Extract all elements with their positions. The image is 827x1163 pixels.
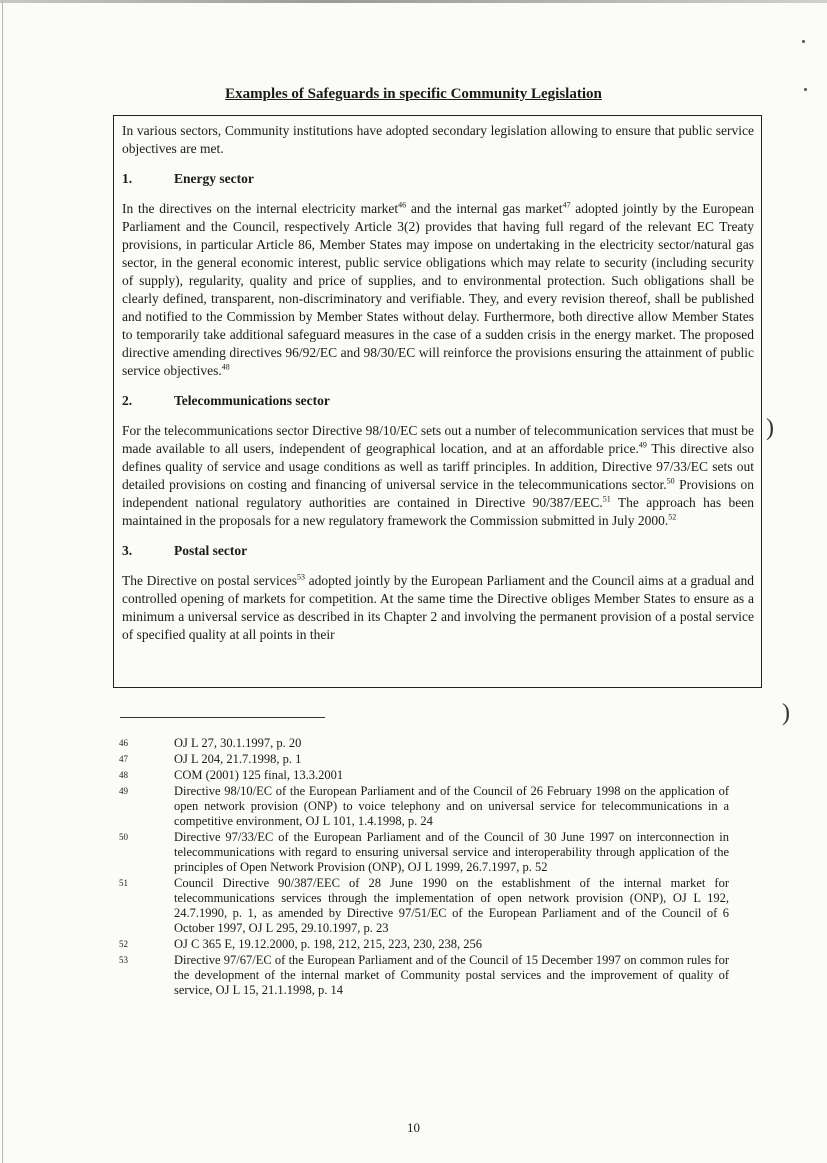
footnotes xyxy=(119,736,729,999)
footnote-ref[interactable]: 46 xyxy=(398,200,407,210)
footnote xyxy=(119,752,729,767)
footnote-ref[interactable]: 51 xyxy=(602,494,611,504)
footnote xyxy=(119,768,729,783)
section-number: 3. xyxy=(122,543,133,558)
footnote-number: 48 xyxy=(119,770,128,780)
footnote-number: 50 xyxy=(119,832,128,842)
scan-edge-top xyxy=(0,0,827,3)
scan-edge-left xyxy=(2,0,3,1163)
footnote-number: 46 xyxy=(119,738,128,748)
footnote xyxy=(119,830,729,875)
content-box xyxy=(113,115,762,688)
footnote-text: Directive 98/10/EC of the European Parliament and of the Council of 26 February 1998 on the application of open network provision (ONP) to voice telephony and on universal service for telecommunications in a competitive environment, OJ L 101, 1.4.1998, p. 24 xyxy=(174,784,729,828)
footnote-ref[interactable]: 52 xyxy=(668,512,677,522)
intro-paragraph: In various sectors, Community institutions have adopted secondary legislation allowing to ensure that public service objectives are met. xyxy=(122,123,754,156)
footnote xyxy=(119,937,729,952)
footnote-number: 49 xyxy=(119,786,128,796)
section-title: Telecommunications sector xyxy=(174,393,330,408)
footnote-text: OJ L 27, 30.1.1997, p. 20 xyxy=(174,736,302,750)
section-paragraph-postal: The Directive on postal services$^{53}$ adopted jointly by the European Parliament and the Council aims at a gradual and controlled opening of markets for competition. At the same time the Directive obliges Member States to ensure as a minimum a universal service as described in its Chapter 2 and involving the permanent provision of a postal service of specified quality at all points in their xyxy=(122,572,754,642)
section-paragraph-telecommunications: For the telecommunications sector Directive 98/10/EC sets out a number of telecommunication services that must be made available to all users, independent of geographical location, and at an affordable price.$^{49}$ This directive also defines quality of service and usage conditions as well as tariff principles. In addition, Directive 97/33/EC sets out detailed provisions on costing and financing of universal service in the telecommunications sector.$^{50}$ Provisions on independent national regulatory authorities are contained in Directive 90/387/EEC.$^{51}$ The approach has been maintained in the proposals for a new regulatory framework the Commission submitted in July 2000.52 xyxy=(122,423,755,528)
scan-speck xyxy=(802,40,805,43)
section-heading-telecommunications xyxy=(122,392,754,410)
section-paragraph-energy: In the directives on the internal electricity market$^{46}$ and the internal gas market$^{47}$ adopted jointly by the European Parliament and the Council, respectively Article 3(2) provides that having full regard of the relevant EC Treaty provisions, in particular Article 86, Member States may impose on undertaking in the electricity sector/natural gas sector, in the general economic interest, public service obligations which may relate to security (including security of supply), regularity, quality and price of supplies, and to environmental protection. Such obligations shall be clearly defined, transparent, non-discriminatory and verifiable. They, and every revision thereof, shall be published and notified to the Commission by Member States without delay. Furthermore, both directive allow Member States to temporarily take additional safeguard measures in the case of a sudden crisis in the energy market. The proposed directive amending directives 96/92/EC and 98/30/EC will reinforce the provisions ensuring the attainment of public service objectives.$^{48}$ xyxy=(122,200,755,378)
section-heading-energy xyxy=(122,170,754,188)
footnote xyxy=(119,736,729,751)
footnote-number: 47 xyxy=(119,754,128,764)
section-number: 1. xyxy=(122,171,133,186)
footnote-ref[interactable]: 49 xyxy=(638,440,647,450)
page-title: Examples of Safeguards in specific Community Legislation xyxy=(225,86,602,102)
footnote-number: 52 xyxy=(119,939,128,949)
footnote-number: 51 xyxy=(119,878,128,888)
section-heading-postal xyxy=(122,542,754,560)
footnote-ref[interactable]: 48 xyxy=(221,362,230,372)
margin-mark: ) xyxy=(782,700,790,726)
footnote-ref[interactable]: 50 xyxy=(666,476,675,486)
footnote-ref[interactable]: 47 xyxy=(562,200,571,210)
footnote-number: 53 xyxy=(119,955,128,965)
section-title: Energy sector xyxy=(174,171,254,186)
footnote-ref[interactable]: 53 xyxy=(296,572,305,582)
margin-mark: ) xyxy=(766,415,774,441)
footnote-text: Directive 97/67/EC of the European Parliament and of the Council of 15 December 1997 on common rules for the development of the internal market of Community postal services and the improvement of quality of service, OJ L 15, 21.1.1998, p. 14 xyxy=(174,953,729,997)
footnote-text: OJ L 204, 21.7.1998, p. 1 xyxy=(174,752,302,766)
footnote-text: OJ C 365 E, 19.12.2000, p. 198, 212, 215, 223, 230, 238, 256 xyxy=(174,937,482,951)
footnote xyxy=(119,784,729,829)
footnote-divider xyxy=(120,717,325,718)
footnote-text: Directive 97/33/EC of the European Parliament and of the Council of 30 June 1997 on interconnection in telecommunications with regard to ensuring universal service and interoperability through application of the principles of Open Network Provision (ONP), OJ L 1999, 26.7.1997, p. 52 xyxy=(174,830,729,874)
section-title: Postal sector xyxy=(174,543,248,558)
section-number: 2. xyxy=(122,393,133,408)
footnote-text: COM (2001) 125 final, 13.3.2001 xyxy=(174,768,344,782)
page-number: 10 xyxy=(407,1120,420,1135)
footnote xyxy=(119,953,729,998)
footnote-text: Council Directive 90/387/EEC of 28 June 1990 on the establishment of the internal market for telecommunications services through the implementation of open network provision (ONP), OJ L 192, 24.7.1990, p. 1, as amended by Directive 97/51/EC of the European Parliament and of the Council of 6 October 1997, OJ L 295, 29.10.1997, p. 23 xyxy=(174,876,729,935)
footnote xyxy=(119,876,729,936)
